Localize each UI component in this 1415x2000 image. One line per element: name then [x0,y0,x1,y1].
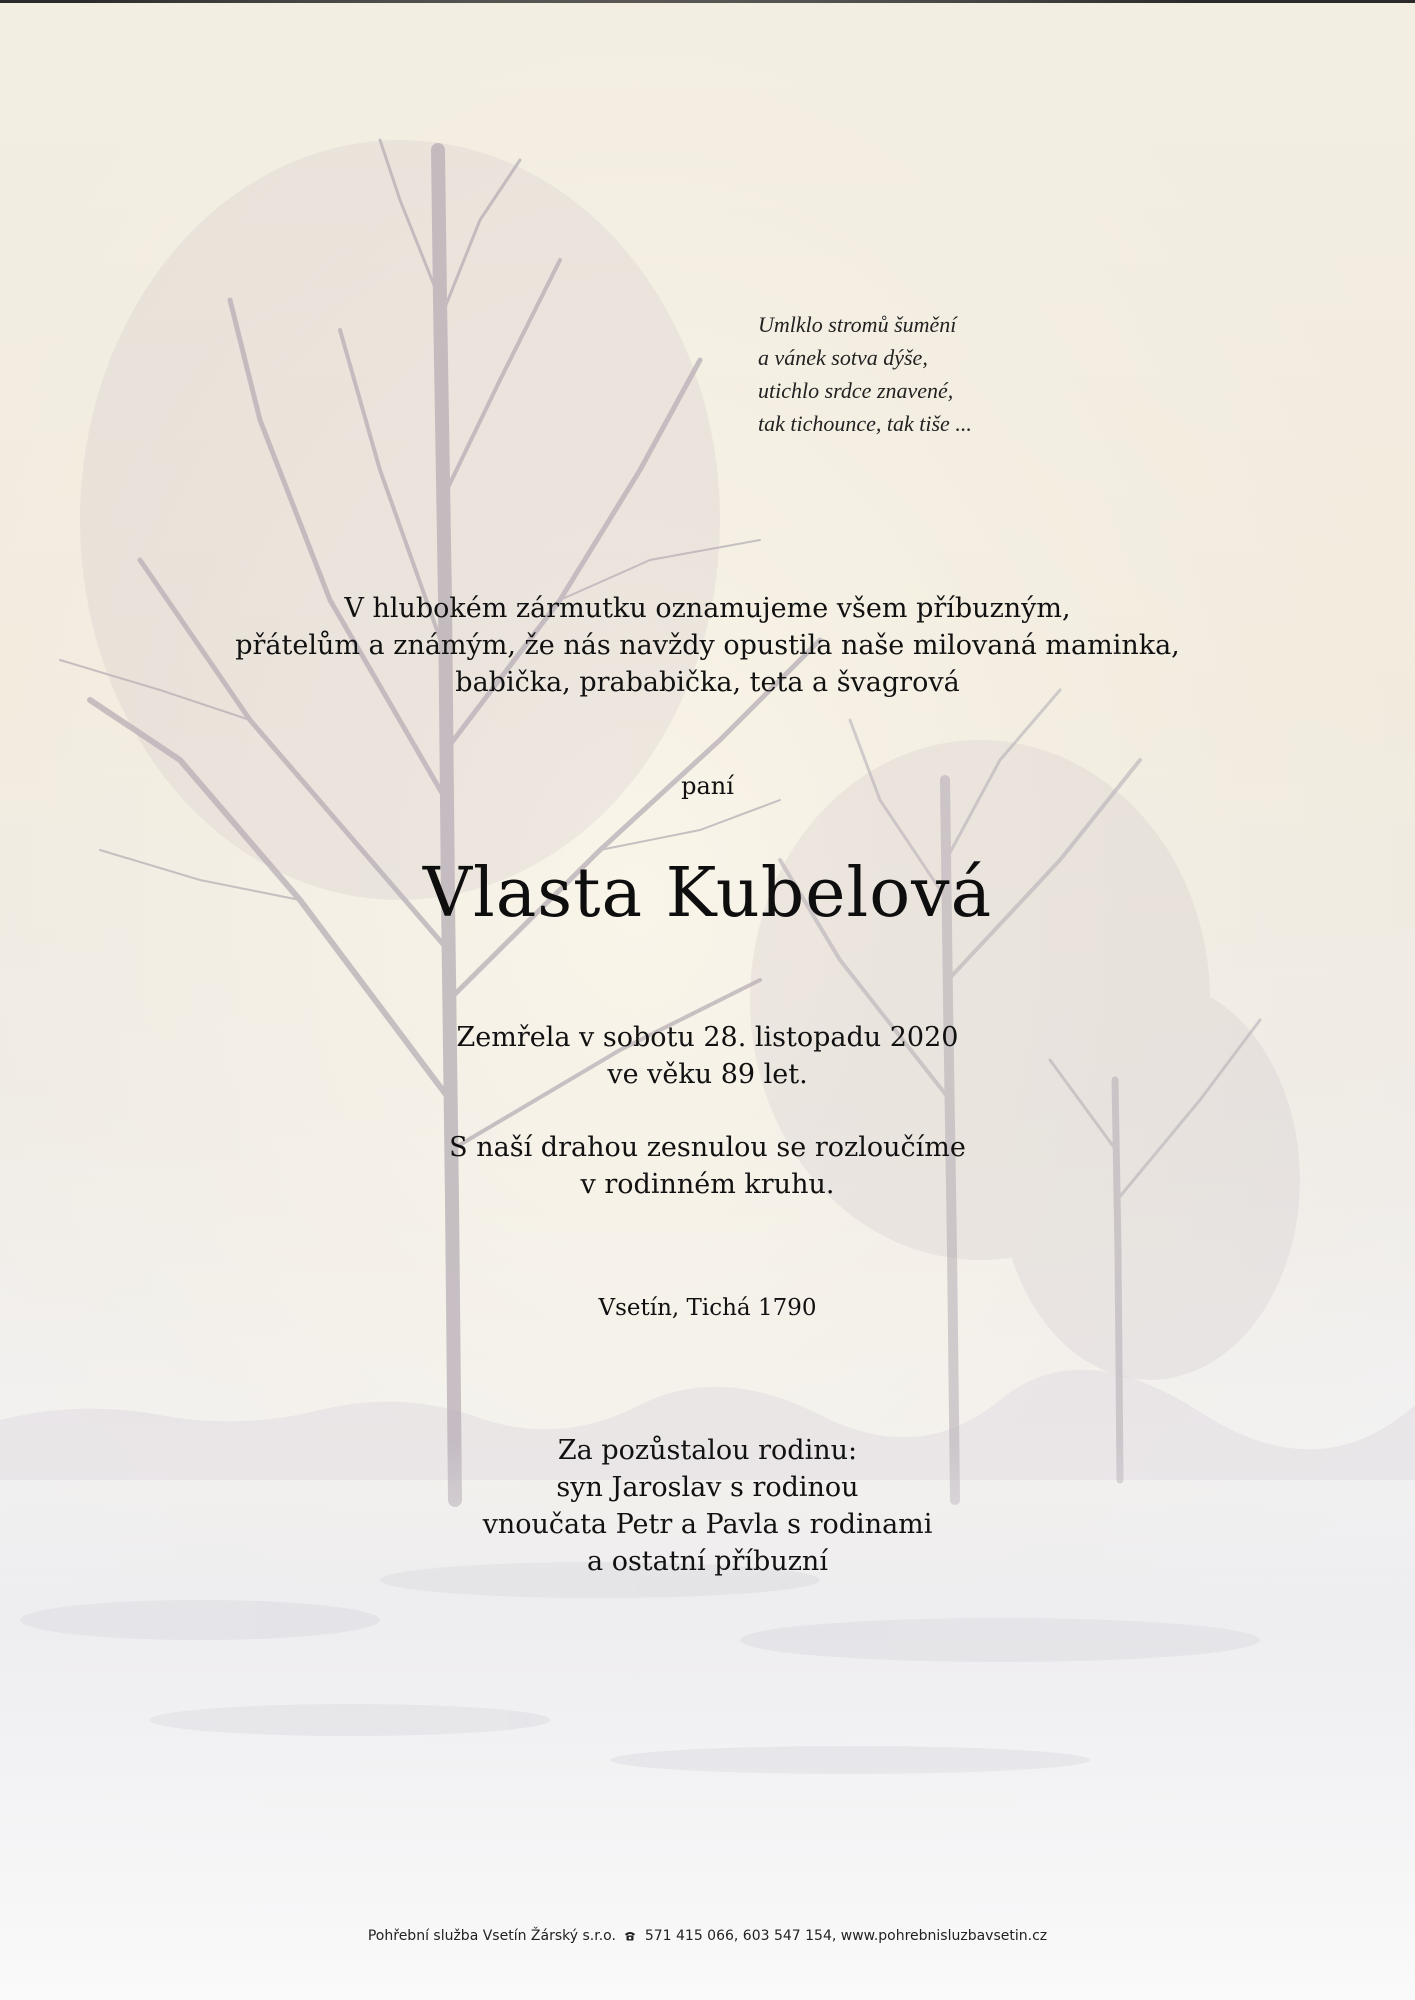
poem-verse [758,308,1158,440]
family-signature [0,1432,1415,1580]
family-line: Za pozůstalou rodinu: [557,1435,858,1466]
poem-line: Umlklo stromů šumění [758,312,957,337]
poem-line: utichlo srdce znavené, [758,378,954,403]
phone-icon [624,1931,636,1941]
family-line: a ostatní příbuzní [587,1546,828,1577]
address: Vsetín, Tichá 1790 [598,1295,817,1321]
poem-line: tak tichounce, tak tiše ... [758,411,972,436]
announcement-line: přátelům a známým, že nás navždy opustila naše milovaná maminka, [235,630,1180,661]
farewell-info [0,1129,1415,1203]
salutation: paní [681,772,734,800]
announcement-line: V hlubokém zármutku oznamujeme všem příbuzným, [344,593,1071,624]
death-info-line: ve věku 89 let. [607,1059,808,1090]
footer-company: Pohřební služba Vsetín Žárský s.r.o. [367,1928,616,1944]
farewell-line: S naší drahou zesnulou se rozloučíme [449,1132,966,1163]
farewell-line: v rodinném kruhu. [580,1169,835,1200]
announcement-line: babička, prababička, teta a švagrová [455,667,960,698]
family-line: vnoučata Petr a Pavla s rodinami [482,1509,933,1540]
announcement-text [0,590,1415,701]
family-line: syn Jaroslav s rodinou [556,1472,859,1503]
death-info-line: Zemřela v sobotu 28. listopadu 2020 [456,1022,959,1053]
deceased-name: Vlasta Kubelová [422,854,993,933]
footer-contact: 571 415 066, 603 547 154, www.pohrebnisluzbavsetin.cz [644,1928,1048,1944]
poem-line: a vánek sotva dýše, [758,345,928,370]
footer [0,1928,1415,1944]
death-info [0,1019,1415,1093]
